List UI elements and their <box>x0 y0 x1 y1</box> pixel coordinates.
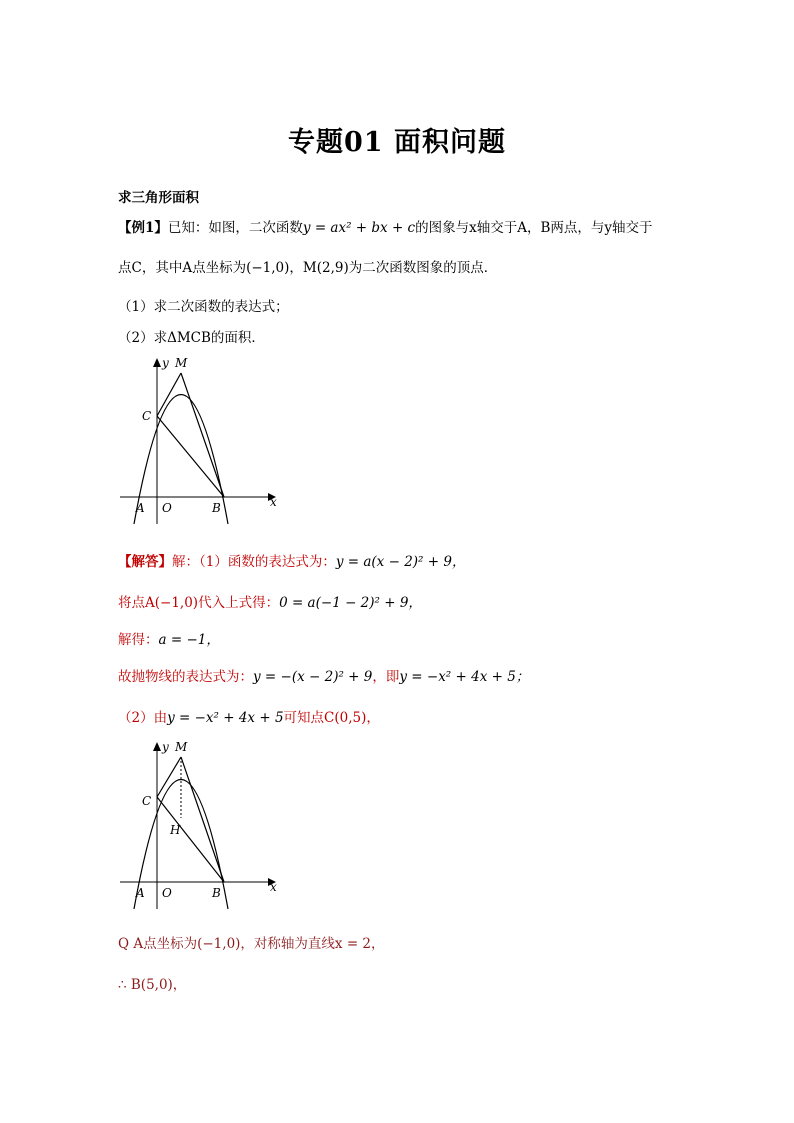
label-a: A <box>136 501 145 515</box>
figure-2 <box>118 735 288 910</box>
label-h: H <box>170 823 181 837</box>
example-intro: 已知：如图，二次函数 <box>167 220 303 236</box>
solution-line-4: （2）由y = −x² + 4x + 5可知点C(0,5)， <box>118 710 380 726</box>
label-y: y <box>162 356 169 370</box>
solution-line-5: Q A点坐标为(−1,0)，对称轴为直线x = 2， <box>118 936 385 952</box>
figure-1 <box>118 352 288 527</box>
segment-cm <box>157 373 181 416</box>
segment-cb <box>157 797 224 882</box>
example-line-2: 点C，其中A点坐标为(−1,0)，M(2,9)为二次函数图象的顶点． <box>118 260 498 276</box>
example-tag: 【例1】 <box>118 220 168 236</box>
segment-cm <box>157 757 181 797</box>
solution-line-3: 故抛物线的表达式为：y = −(x − 2)² + 9，即y = −x² + 4x + 5； <box>118 669 530 685</box>
solution-line-2: 解得：a = −1， <box>118 632 220 648</box>
label-b: B <box>212 501 221 515</box>
solution-line-0: 【解答】解：（1）函数的表达式为：y = a(x − 2)² + 9， <box>118 554 466 570</box>
y-axis-arrow <box>153 742 161 751</box>
label-o: O <box>162 886 172 900</box>
label-a: A <box>136 886 145 900</box>
label-o: O <box>162 501 172 515</box>
question-1: （1）求二次函数的表达式； <box>118 299 289 315</box>
y-axis-arrow <box>153 358 161 367</box>
label-c: C <box>142 794 152 808</box>
solution-tag: 【解答】 <box>118 554 172 570</box>
page-title: 专题01 面积问题 <box>288 127 506 158</box>
section-heading: 求三角形面积 <box>118 190 199 206</box>
example-function: y = ax² + bx + c <box>302 220 416 236</box>
label-y: y <box>162 740 169 754</box>
example-intro-rest: 的图象与x轴交于A，B两点，与y轴交于 <box>415 220 653 236</box>
segment-mb <box>181 757 224 882</box>
segment-mb <box>181 373 224 497</box>
label-m: M <box>175 356 188 370</box>
question-2: （2）求ΔMCB的面积． <box>118 330 265 346</box>
label-x: x <box>270 495 277 509</box>
label-m: M <box>175 740 188 754</box>
label-b: B <box>212 886 221 900</box>
solution-line-1: 将点A(−1,0)代入上式得：0 = a(−1 − 2)² + 9， <box>118 595 422 611</box>
solution-line-6: ∴ B(5,0)， <box>118 977 187 993</box>
label-c: C <box>142 409 152 423</box>
label-x: x <box>270 880 277 894</box>
example-line-1 <box>118 216 653 236</box>
